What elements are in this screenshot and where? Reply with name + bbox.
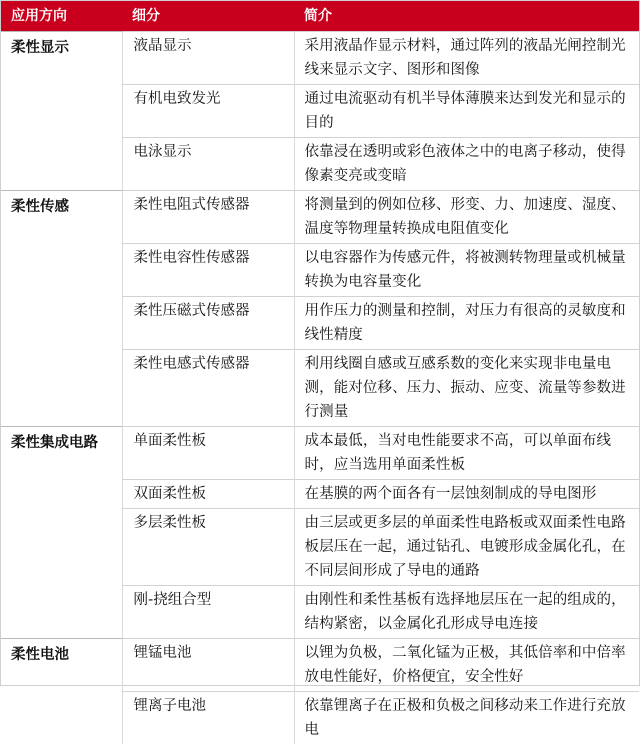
subdivision-cell: 柔性电容性传感器	[122, 243, 294, 296]
description-cell: 用作压力的测量和控制，对压力有很高的灵敏度和线性精度	[294, 296, 639, 349]
subdivision-cell: 有机电致发光	[122, 84, 294, 137]
header-subdivision: 细分	[122, 1, 294, 31]
subdivision-cell: 液晶显示	[122, 31, 294, 84]
category-cell: 柔性集成电路	[1, 426, 122, 638]
description-cell: 依靠浸在透明或彩色液体之中的电离子移动，使得像素变亮或变暗	[294, 137, 639, 190]
description-cell: 通过电流驱动有机半导体薄膜来达到发光和显示的目的	[294, 84, 639, 137]
subdivision-cell: 单面柔性板	[122, 426, 294, 479]
description-cell: 成本最低，当对电性能要求不高，可以单面布线时，应当选用单面柔性板	[294, 426, 639, 479]
subdivision-cell: 双面柔性板	[122, 479, 294, 508]
table-row	[1, 31, 639, 84]
table-row	[1, 638, 639, 691]
subdivision-cell: 刚-挠组合型	[122, 585, 294, 638]
header-application-direction: 应用方向	[1, 1, 122, 31]
subdivision-cell: 电泳显示	[122, 137, 294, 190]
description-cell: 以锂为负极，二氧化锰为正极，其低倍率和中倍率放电性能好，价格便宜，安全性好	[294, 638, 639, 691]
category-cell: 柔性电池	[1, 638, 122, 744]
table-row	[1, 426, 639, 479]
description-cell: 将测量到的例如位移、形变、力、加速度、湿度、温度等物理量转换成电阻值变化	[294, 190, 639, 243]
category-cell: 柔性传感	[1, 190, 122, 426]
description-cell: 以电容器作为传感元件，将被测转物理量或机械量转换为电容量变化	[294, 243, 639, 296]
subdivision-cell: 柔性压磁式传感器	[122, 296, 294, 349]
subdivision-cell: 柔性电阻式传感器	[122, 190, 294, 243]
subdivision-cell: 锂锰电池	[122, 638, 294, 691]
description-cell: 采用液晶作显示材料，通过阵列的液晶光闸控制光线来显示文字、图形和图像	[294, 31, 639, 84]
category-cell: 柔性显示	[1, 31, 122, 190]
table-header-row	[1, 1, 639, 31]
subdivision-cell: 锂离子电池	[122, 691, 294, 744]
description-cell: 在基膜的两个面各有一层蚀刻制成的导电图形	[294, 479, 639, 508]
description-cell: 依靠锂离子在正极和负极之间移动来工作进行充放电	[294, 691, 639, 744]
flexible-electronics-application-table	[1, 1, 639, 744]
subdivision-cell: 柔性电感式传感器	[122, 349, 294, 426]
description-cell: 利用线圈自感或互感系数的变化来实现非电量电测，能对位移、压力、振动、应变、流量等参数进行测量	[294, 349, 639, 426]
header-introduction: 简介	[294, 1, 639, 31]
description-cell: 由刚性和柔性基板有选择地层压在一起的组成的，结构紧密，以金属化孔形成导电连接	[294, 585, 639, 638]
description-cell: 由三层或更多层的单面柔性电路板或双面柔性电路板层压在一起，通过钻孔、电镀形成金属化孔，在不同层间形成了导电的通路	[294, 508, 639, 585]
table-row	[1, 190, 639, 243]
subdivision-cell: 多层柔性板	[122, 508, 294, 585]
